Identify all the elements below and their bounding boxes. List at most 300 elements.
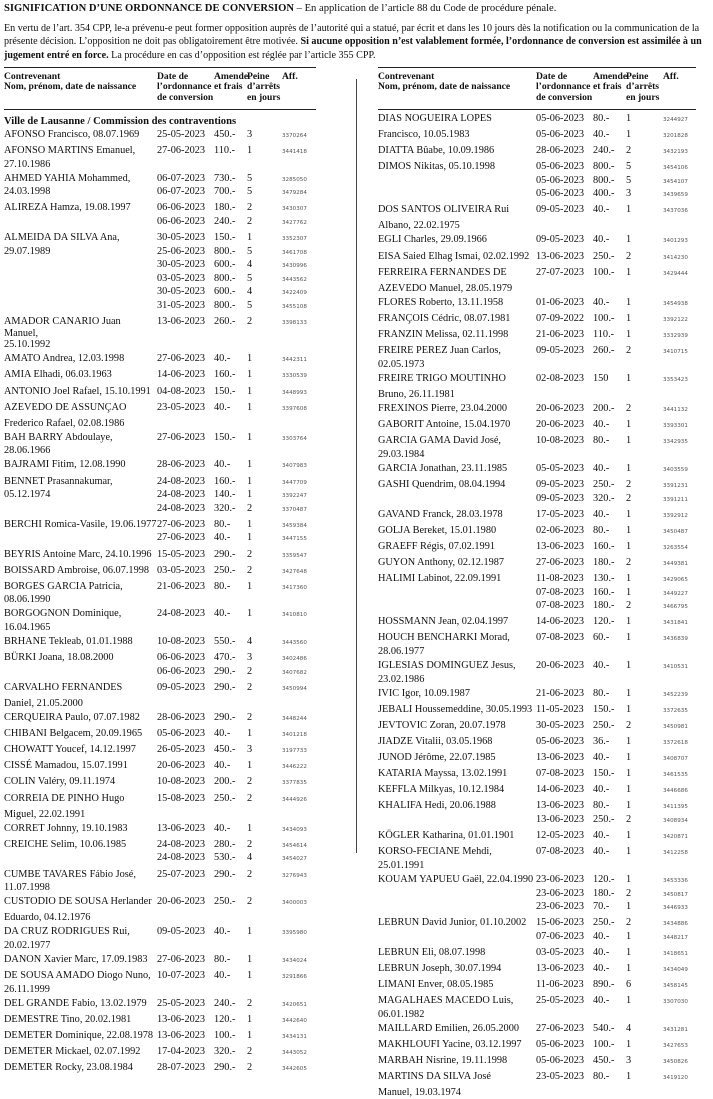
cell-date: 15-05-2023 (157, 548, 206, 560)
cell-date: 13-06-2023 (536, 962, 585, 974)
header-name: Contrevenant Nom, prénom, date de naissance (4, 68, 157, 110)
cell-date: 09-05-2023 (536, 345, 585, 357)
cell-aff: 3370264 (282, 132, 307, 139)
table-row (4, 882, 316, 894)
cell-name: Frederico Rafael, 02.08.1986 (4, 417, 125, 429)
cell-days: 1 (247, 459, 253, 471)
table-row (378, 1053, 696, 1069)
cell-name: FREIRE TRIGO MOUTINHO (378, 372, 506, 384)
table-row (4, 836, 316, 852)
cell-date: 09-05-2023 (157, 681, 206, 693)
cell-aff (663, 359, 696, 371)
cell-days: 1 (626, 962, 632, 974)
cell-amount: 250.- (593, 917, 615, 929)
cell-date (536, 359, 593, 371)
cell-date: 30-05-2023 (157, 231, 206, 243)
cell-date: 05-06-2023 (536, 128, 585, 140)
table-row (378, 977, 696, 993)
cell-days: 4 (247, 259, 253, 271)
cell-amount (593, 646, 626, 658)
cell-name: 28.06.1977 (378, 646, 425, 657)
cell-days (247, 445, 282, 457)
cell-amount (593, 1009, 626, 1021)
cell-aff: 3244927 (663, 116, 688, 123)
cell-days: 2 (626, 719, 632, 731)
cell-date: 13-06-2023 (536, 540, 585, 552)
cell-date: 13-06-2023 (536, 800, 585, 812)
cell-aff: 3422409 (282, 290, 307, 297)
cell-date: 03-05-2023 (536, 946, 585, 958)
table-row (4, 200, 316, 216)
table-row (4, 852, 316, 866)
cell-days: 2 (247, 792, 253, 804)
cell-name (378, 901, 536, 915)
cell-amount (214, 695, 247, 709)
cell-days: 3 (247, 652, 253, 664)
cell-days: 1 (247, 353, 253, 365)
cell-days: 1 (626, 524, 632, 536)
table-row (4, 578, 316, 594)
cell-amount: 400.- (593, 188, 615, 200)
cell-date: 31-05-2023 (157, 299, 206, 311)
cell-date: 06-07-2023 (157, 172, 206, 184)
table-row (378, 264, 696, 280)
cell-amount: 110.- (214, 144, 236, 156)
cell-name: GAVAND Franck, 28.03.1978 (378, 508, 503, 520)
cell-date: 30-05-2023 (536, 719, 585, 731)
table-row (4, 273, 316, 287)
cell-days: 1 (247, 954, 253, 966)
cell-date: 27-06-2023 (157, 144, 206, 156)
title-bold: SIGNIFICATION D’UNE ORDONNANCE DE CONVERSION (4, 3, 294, 14)
cell-amount: 80.- (593, 524, 610, 536)
table-row (4, 415, 316, 429)
cell-days (626, 386, 663, 400)
table-row (378, 417, 696, 433)
table-row (4, 170, 316, 186)
cell-date: 09-05-2023 (536, 234, 585, 246)
table-row (378, 915, 696, 931)
cell-days: 1 (247, 431, 253, 443)
cell-amount: 40.- (214, 532, 231, 544)
cell-amount (214, 910, 247, 924)
cell-amount: 320.- (214, 502, 236, 514)
cell-aff: 3263554 (663, 544, 688, 551)
cell-date: 24-08-2023 (157, 502, 206, 514)
table-row (378, 674, 696, 686)
cell-date: 23-05-2023 (536, 1071, 585, 1083)
cell-amount: 200.- (214, 776, 236, 788)
cell-days (247, 806, 282, 820)
cell-days (626, 280, 663, 294)
cell-aff: 3450826 (663, 1059, 688, 1066)
cell-aff: 3454027 (282, 856, 307, 863)
cell-date (536, 449, 593, 461)
cell-date: 07-06-2023 (536, 930, 585, 942)
cell-aff (282, 695, 316, 709)
cell-name: CHIBANI Belgacem, 20.09.1965 (4, 728, 143, 740)
cell-name: Albano, 22.02.1975 (378, 220, 460, 232)
cell-name: KEFFLA Milkyas, 10.12.1984 (378, 784, 505, 796)
cell-days: 1 (626, 586, 632, 598)
cell-name: 24.03.1998 (4, 186, 51, 198)
cell-name (4, 503, 157, 517)
cell-name: Eduardo, 04.12.1976 (4, 912, 91, 924)
cell-aff: 3377835 (282, 780, 307, 787)
cell-date: 15-06-2023 (536, 917, 585, 929)
cell-name: Francisco, 10.05.1983 (378, 128, 470, 140)
cell-days: 1 (247, 760, 253, 772)
cell-date (157, 695, 214, 709)
cell-name: DANON Xavier Marc, 17.09.1983 (4, 954, 148, 966)
table-row (378, 734, 696, 750)
cell-amount: 450.- (593, 1055, 615, 1067)
cell-aff: 3419120 (663, 1075, 688, 1082)
cell-date: 20-06-2023 (536, 419, 585, 431)
cell-date: 07-08-2023 (536, 586, 585, 598)
cell-amount: 70.- (593, 901, 610, 913)
cell-amount: 130.- (593, 573, 615, 585)
cell-date: 28-07-2023 (157, 1062, 206, 1074)
cell-amount: 40.- (593, 508, 610, 520)
table-row (378, 476, 696, 492)
left-table (4, 68, 316, 1076)
cell-name: BAH BARRY Abdoulaye, (4, 431, 113, 443)
cell-date (157, 984, 214, 996)
cell-date (536, 218, 593, 232)
cell-amount: 40.- (593, 930, 610, 942)
cell-aff: 3427648 (282, 568, 307, 575)
cell-date (536, 860, 593, 872)
cell-amount: 250.- (593, 250, 615, 262)
cell-date: 13-06-2023 (157, 1013, 206, 1025)
cell-date: 05-06-2023 (536, 112, 585, 124)
cell-amount: 800.- (214, 272, 236, 284)
cell-date: 11-06-2023 (536, 979, 584, 991)
cell-aff: 3414230 (663, 254, 688, 261)
cell-date: 24-08-2023 (157, 475, 206, 487)
table-row (378, 343, 696, 359)
left-table-body (4, 110, 316, 1076)
cell-name: KHALIFA Hedi, 20.06.1988 (378, 800, 496, 812)
cell-name: BENNET Prasannakumar, (4, 475, 113, 487)
cell-days: 1 (626, 462, 632, 474)
cell-name: LEBRUN Eli, 08.07.1998 (378, 946, 486, 958)
table-row (4, 866, 316, 882)
cell-amount: 290.- (214, 665, 236, 677)
cell-days: 5 (626, 161, 632, 172)
table-row (378, 460, 696, 476)
cell-name (4, 300, 157, 314)
table-row (378, 142, 696, 158)
cell-name: Bruno, 26.11.1981 (378, 388, 455, 400)
table-row (4, 910, 316, 924)
cell-date: 13-06-2023 (157, 1030, 206, 1042)
cell-amount: 240.- (214, 215, 236, 227)
cell-date: 25-07-2023 (157, 868, 206, 880)
cell-days: 2 (247, 316, 253, 328)
table-row (4, 790, 316, 806)
cell-amount: 150.- (593, 768, 615, 780)
table-row (4, 314, 316, 340)
cell-name: 16.04.1965 (4, 622, 51, 633)
cell-name: EISA Saied Elhag Ismai, 02.02.1992 (378, 250, 530, 262)
cell-name (378, 888, 536, 902)
cell-name (4, 852, 157, 866)
cell-aff (663, 860, 696, 872)
cell-aff (663, 449, 696, 461)
cell-date: 07-08-2023 (536, 768, 585, 780)
cell-name: 23.02.1986 (378, 673, 425, 685)
cell-date (536, 280, 593, 294)
cell-aff: 3342935 (663, 439, 688, 446)
cell-date: 05-06-2023 (157, 728, 206, 740)
cell-amount: 800.- (214, 245, 236, 257)
cell-aff (663, 1009, 696, 1021)
table-row (4, 457, 316, 473)
cell-date: 27-06-2023 (157, 431, 206, 443)
table-row (378, 701, 696, 717)
cell-date: 27-06-2023 (536, 1022, 585, 1034)
cell-aff (282, 594, 316, 606)
cell-days: 3 (626, 1055, 632, 1067)
cell-aff (282, 445, 316, 457)
cell-days: 1 (247, 822, 253, 834)
table-row (4, 1060, 316, 1076)
cell-days: 2 (626, 144, 632, 156)
cell-days: 1 (247, 926, 253, 938)
cell-days: 1 (626, 266, 632, 278)
column-divider (356, 79, 357, 853)
cell-name: CORRET Johnny, 19.10.1983 (4, 822, 128, 834)
cell-name (378, 931, 536, 945)
cell-amount: 150.- (214, 385, 236, 397)
cell-days: 1 (247, 532, 253, 544)
cell-date: 13-06-2023 (157, 822, 206, 834)
cell-aff: 3330539 (282, 373, 307, 380)
table-row (4, 473, 316, 489)
table-row (378, 600, 696, 614)
cell-days: 5 (247, 272, 253, 284)
cell-days: 6 (626, 979, 632, 991)
cell-aff: 3458145 (663, 983, 688, 990)
cell-aff: 3352307 (282, 235, 307, 242)
cell-date: 23-05-2023 (157, 401, 206, 413)
cell-name (4, 273, 157, 287)
cell-days: 1 (247, 1030, 253, 1042)
cell-aff: 3408707 (663, 756, 688, 763)
cell-amount: 80.- (214, 954, 231, 966)
table-row (378, 685, 696, 701)
cell-days: 1 (247, 518, 253, 530)
table-row (4, 995, 316, 1011)
cell-aff: 3454107 (663, 178, 688, 185)
cell-aff: 3332939 (663, 333, 688, 340)
cell-aff: 3407983 (282, 463, 307, 470)
cell-amount: 180.- (214, 202, 236, 214)
cell-aff (282, 622, 316, 634)
cell-days: 1 (247, 475, 253, 487)
table-row (4, 634, 316, 650)
cell-date (536, 674, 593, 686)
cell-amount: 40.- (593, 462, 610, 474)
cell-name: KORSO-FECIANE Mehdi, (378, 846, 492, 858)
cell-aff: 3466795 (663, 604, 688, 611)
table-row (4, 516, 316, 532)
table-row (378, 188, 696, 202)
cell-date: 09-05-2023 (536, 492, 585, 504)
cell-aff: 3434131 (282, 1034, 307, 1041)
cell-name: KOUAM YAPUEU Gaël, 22.04.1990 (378, 873, 534, 885)
header-amount: Amende et frais (214, 68, 247, 110)
cell-amount: 40.- (593, 296, 610, 308)
cell-name: COLIN Valéry, 09.11.1974 (4, 776, 116, 788)
cell-aff (282, 806, 316, 820)
cell-days: 1 (626, 296, 632, 308)
cell-days: 1 (247, 489, 253, 501)
cell-date: 20-06-2023 (157, 760, 206, 772)
cell-days: 1 (626, 632, 632, 644)
cell-date: 13-06-2023 (157, 316, 206, 328)
cell-amount: 800.- (593, 161, 615, 172)
cell-aff: 3353423 (663, 376, 688, 383)
cell-aff: 3450994 (282, 685, 307, 692)
cell-days: 1 (626, 234, 632, 246)
cell-name: ANTONIO Joel Rafael, 15.10.1991 (4, 385, 151, 397)
cell-aff (282, 940, 316, 952)
cell-aff: 3408934 (663, 818, 688, 825)
cell-name: 06.01.1982 (378, 1008, 425, 1020)
table-row (4, 1028, 316, 1044)
table-row (378, 750, 696, 766)
cell-amount: 240.- (593, 144, 615, 156)
cell-name: BAJRAMI Fitim, 12.08.1990 (4, 459, 126, 471)
table-row (378, 218, 696, 232)
cell-name: CISSÉ Mamadou, 15.07.1991 (4, 760, 128, 772)
cell-name: AMIA Elhadi, 06.03.1963 (4, 369, 112, 381)
cell-aff: 3453336 (663, 877, 688, 884)
cell-amount: 40.- (593, 946, 610, 958)
header-date: Date de l’ordonnance de conversion (157, 68, 214, 110)
cell-aff (282, 882, 316, 894)
cell-aff: 3431281 (663, 1026, 688, 1033)
cell-days: 1 (626, 830, 632, 842)
cell-days: 1 (247, 1013, 253, 1025)
cell-amount: 280.- (214, 838, 236, 850)
table-row (4, 774, 316, 790)
table-row (378, 844, 696, 860)
cell-aff: 3430307 (282, 206, 307, 213)
table-row (378, 310, 696, 326)
cell-aff: 3450981 (663, 723, 688, 730)
cell-amount: 800.- (214, 299, 236, 311)
cell-name: CUSTODIO DE SOUSA Herlander (4, 896, 152, 908)
cell-amount: 890.- (593, 979, 615, 991)
cell-date: 25-05-2023 (157, 997, 206, 1009)
table-row (378, 960, 696, 976)
cell-name: MARBAH Nisrine, 19.11.1998 (378, 1055, 508, 1067)
cell-aff: 3285050 (282, 176, 307, 183)
cell-aff: 3442605 (282, 1066, 307, 1073)
table-row (4, 1044, 316, 1060)
cell-name: FERREIRA FERNANDES DE (378, 266, 507, 278)
cell-aff: 3392122 (663, 316, 688, 323)
cell-name: AMATO Andrea, 12.03.1998 (4, 353, 125, 365)
cell-date: 05-06-2023 (536, 736, 585, 748)
header-aff: Aff. (663, 68, 696, 110)
cell-days (247, 159, 282, 171)
table-row (4, 594, 316, 606)
cell-aff: 3420871 (663, 834, 688, 841)
cell-date: 28-06-2023 (157, 459, 206, 471)
cell-name (378, 493, 536, 507)
cell-days (247, 940, 282, 952)
left-column (4, 67, 316, 1076)
cell-aff: 3397608 (282, 405, 307, 412)
cell-days: 1 (626, 329, 632, 341)
cell-name: DEMETER Dominique, 22.08.1978 (4, 1030, 154, 1042)
cell-aff: 3430996 (282, 263, 307, 270)
table-header-row (4, 68, 316, 110)
cell-name: EGLI Charles, 29.09.1966 (378, 234, 487, 246)
cell-name: Manuel, 19.03.1974 (378, 1087, 461, 1099)
cell-days: 3 (247, 128, 253, 140)
cell-date: 23-06-2023 (536, 873, 585, 885)
cell-aff: 3442640 (282, 1017, 307, 1024)
cell-days (247, 339, 282, 351)
cell-amount: 36.- (593, 736, 610, 748)
cell-days: 1 (626, 419, 632, 431)
cell-name: GOLJA Bereket, 15.01.1980 (378, 524, 497, 536)
cell-days (247, 984, 282, 996)
cell-name: 20.02.1977 (4, 939, 51, 951)
cell-name (378, 814, 536, 828)
cell-aff: 3448993 (282, 389, 307, 396)
cell-date: 25-05-2023 (536, 995, 585, 1007)
cell-name: BÜRKI Joana, 18.08.2000 (4, 652, 114, 664)
cell-days (626, 218, 663, 232)
cell-name: KATARIA Mayssa, 13.02.1991 (378, 768, 508, 780)
cell-date: 05-05-2023 (536, 462, 585, 474)
table-row (4, 940, 316, 952)
right-table (378, 68, 696, 1099)
cell-date: 14-06-2023 (157, 369, 206, 381)
cell-aff: 3452239 (663, 691, 688, 698)
cell-aff: 3446222 (282, 764, 307, 771)
cell-aff: 3407682 (282, 669, 307, 676)
cell-days: 1 (626, 660, 632, 672)
cell-date: 11-08-2023 (536, 573, 584, 585)
cell-amount: 550.- (214, 636, 236, 648)
table-row (378, 1020, 696, 1036)
header-name: Contrevenant Nom, prénom, date de naissance (378, 68, 536, 110)
cell-name: BOISSARD Ambroise, 06.07.1998 (4, 564, 150, 576)
cell-aff: 3443052 (282, 1050, 307, 1057)
cell-days: 2 (626, 250, 632, 262)
cell-days: 1 (626, 508, 632, 520)
cell-days: 1 (247, 144, 253, 156)
cell-name: AFONSO Francisco, 08.07.1969 (4, 128, 140, 140)
cell-days: 2 (247, 564, 253, 576)
cell-name: AZEVEDO DE ASSUNÇAO (4, 401, 127, 413)
table-row (4, 820, 316, 836)
cell-aff: 3307030 (663, 999, 688, 1006)
table-row (378, 888, 696, 902)
cell-days (626, 359, 663, 371)
cell-name: BRHANE Tekleab, 01.01.1988 (4, 636, 133, 648)
header-days: Peine d’arrêts en jours (247, 68, 282, 110)
table-header-row (378, 68, 696, 110)
